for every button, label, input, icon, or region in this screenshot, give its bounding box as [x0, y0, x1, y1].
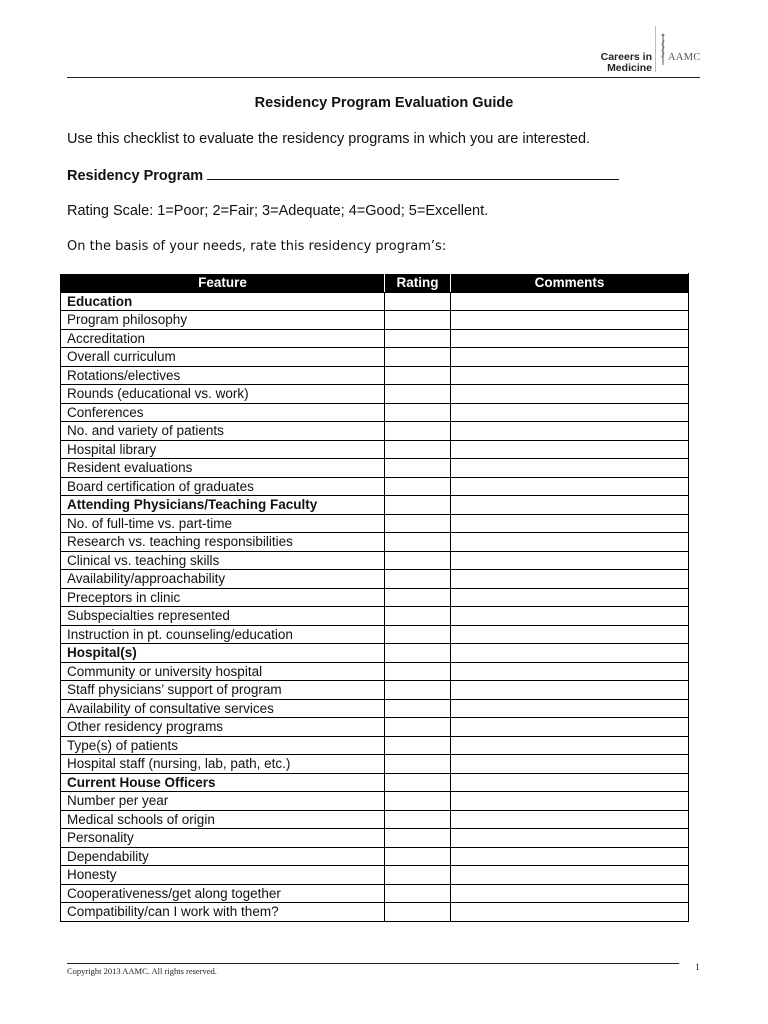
rating-cell[interactable] [385, 607, 451, 626]
table-row [61, 403, 689, 422]
table-row [61, 551, 689, 570]
feature-label: Dependability [61, 847, 385, 866]
section-heading-row [61, 496, 689, 515]
feature-label: Personality [61, 829, 385, 848]
comments-cell[interactable] [451, 440, 689, 459]
basis-text: On the basis of your needs, rate this residency program’s: [67, 239, 447, 254]
footer-rule [67, 963, 679, 964]
feature-label: Availability of consultative services [61, 699, 385, 718]
comments-cell[interactable] [451, 348, 689, 367]
rating-cell[interactable] [385, 755, 451, 774]
rating-cell[interactable] [385, 644, 451, 663]
rating-cell[interactable] [385, 829, 451, 848]
feature-label: Conferences [61, 403, 385, 422]
table-row [61, 681, 689, 700]
comments-cell[interactable] [451, 588, 689, 607]
feature-label: No. of full-time vs. part-time [61, 514, 385, 533]
rating-cell[interactable] [385, 329, 451, 348]
table-row [61, 699, 689, 718]
table-body [61, 292, 689, 921]
comments-cell[interactable] [451, 292, 689, 311]
header-rating: Rating [385, 274, 451, 293]
comments-cell[interactable] [451, 755, 689, 774]
rating-cell[interactable] [385, 810, 451, 829]
comments-cell[interactable] [451, 329, 689, 348]
rating-cell[interactable] [385, 662, 451, 681]
header-feature: Feature [61, 274, 385, 293]
intro-text: Use this checklist to evaluate the residency programs in which you are interested. [67, 131, 591, 147]
feature-label: Instruction in pt. counseling/education [61, 625, 385, 644]
table-row [61, 847, 689, 866]
feature-label: Community or university hospital [61, 662, 385, 681]
header-rule [67, 77, 700, 78]
comments-cell[interactable] [451, 311, 689, 330]
feature-label: Research vs. teaching responsibilities [61, 533, 385, 552]
feature-label: Compatibility/can I work with them? [61, 903, 385, 922]
rating-cell[interactable] [385, 366, 451, 385]
section-heading: Current House Officers [61, 773, 385, 792]
table-row [61, 625, 689, 644]
comments-cell[interactable] [451, 662, 689, 681]
table-row [61, 588, 689, 607]
comments-cell[interactable] [451, 366, 689, 385]
table-row [61, 385, 689, 404]
feature-label: Other residency programs [61, 718, 385, 737]
rating-cell[interactable] [385, 533, 451, 552]
comments-cell[interactable] [451, 866, 689, 885]
header-comments: Comments [451, 274, 689, 293]
feature-label: Cooperativeness/get along together [61, 884, 385, 903]
comments-cell[interactable] [451, 607, 689, 626]
feature-label: Number per year [61, 792, 385, 811]
rating-cell[interactable] [385, 459, 451, 478]
rating-cell[interactable] [385, 477, 451, 496]
rating-cell[interactable] [385, 866, 451, 885]
section-heading: Hospital(s) [61, 644, 385, 663]
rating-cell[interactable] [385, 884, 451, 903]
rating-cell[interactable] [385, 570, 451, 589]
comments-cell[interactable] [451, 570, 689, 589]
feature-label: Accreditation [61, 329, 385, 348]
comments-cell[interactable] [451, 699, 689, 718]
table-row [61, 755, 689, 774]
feature-label: No. and variety of patients [61, 422, 385, 441]
table-row [61, 903, 689, 922]
table-row [61, 459, 689, 478]
logo-line-1: Careers in [600, 51, 652, 63]
table-row [61, 422, 689, 441]
comments-cell[interactable] [451, 810, 689, 829]
comments-cell[interactable] [451, 884, 689, 903]
feature-label: Program philosophy [61, 311, 385, 330]
feature-label: Medical schools of origin [61, 810, 385, 829]
rating-cell[interactable] [385, 792, 451, 811]
table-header-row [61, 274, 689, 293]
rating-cell[interactable] [385, 403, 451, 422]
rating-cell[interactable] [385, 625, 451, 644]
table-row [61, 810, 689, 829]
comments-cell[interactable] [451, 422, 689, 441]
feature-label: Hospital library [61, 440, 385, 459]
rating-cell[interactable] [385, 422, 451, 441]
rating-scale-text: Rating Scale: 1=Poor; 2=Fair; 3=Adequate; 4=Good; 5=Excellent. [67, 203, 489, 219]
rating-cell[interactable] [385, 311, 451, 330]
page-title: Residency Program Evaluation Guide [254, 95, 514, 111]
comments-cell[interactable] [451, 903, 689, 922]
caduceus-icon [659, 32, 667, 66]
table-row [61, 329, 689, 348]
comments-cell[interactable] [451, 477, 689, 496]
logo-line-2: Medicine [607, 62, 652, 74]
table-row [61, 829, 689, 848]
comments-cell[interactable] [451, 551, 689, 570]
section-heading: Education [61, 292, 385, 311]
page-number: 1 [695, 963, 700, 973]
logo-aamc: AAMC [668, 52, 701, 63]
rating-cell[interactable] [385, 514, 451, 533]
comments-cell[interactable] [451, 385, 689, 404]
section-heading-row [61, 773, 689, 792]
feature-label: Rounds (educational vs. work) [61, 385, 385, 404]
rating-cell[interactable] [385, 292, 451, 311]
comments-cell[interactable] [451, 829, 689, 848]
section-heading-row [61, 292, 689, 311]
rating-cell[interactable] [385, 385, 451, 404]
feature-label: Overall curriculum [61, 348, 385, 367]
table-row [61, 533, 689, 552]
comments-cell[interactable] [451, 847, 689, 866]
table-row [61, 884, 689, 903]
comments-cell[interactable] [451, 718, 689, 737]
table-row [61, 366, 689, 385]
residency-program-field[interactable] [67, 167, 619, 184]
section-heading-row [61, 644, 689, 663]
rating-cell[interactable] [385, 736, 451, 755]
comments-cell[interactable] [451, 496, 689, 515]
table-row [61, 736, 689, 755]
rating-cell[interactable] [385, 773, 451, 792]
rating-cell[interactable] [385, 681, 451, 700]
table-row [61, 662, 689, 681]
feature-label: Hospital staff (nursing, lab, path, etc.) [61, 755, 385, 774]
table-row [61, 311, 689, 330]
comments-cell[interactable] [451, 681, 689, 700]
rating-cell[interactable] [385, 699, 451, 718]
copyright-text: Copyright 2013 AAMC. All rights reserved. [67, 966, 217, 976]
logo-divider [655, 26, 656, 72]
feature-label: Clinical vs. teaching skills [61, 551, 385, 570]
comments-cell[interactable] [451, 625, 689, 644]
careers-in-medicine-logo [590, 26, 702, 72]
table-row [61, 718, 689, 737]
comments-cell[interactable] [451, 736, 689, 755]
comments-cell[interactable] [451, 403, 689, 422]
rating-cell[interactable] [385, 348, 451, 367]
rating-cell[interactable] [385, 440, 451, 459]
feature-label: Staff physicians’ support of program [61, 681, 385, 700]
comments-cell[interactable] [451, 792, 689, 811]
table-row [61, 792, 689, 811]
section-heading: Attending Physicians/Teaching Faculty [61, 496, 385, 515]
evaluation-table [60, 273, 689, 922]
feature-label: Rotations/electives [61, 366, 385, 385]
table-row [61, 607, 689, 626]
feature-label: Type(s) of patients [61, 736, 385, 755]
table-row [61, 477, 689, 496]
residency-program-blank[interactable] [207, 167, 619, 180]
rating-cell[interactable] [385, 718, 451, 737]
residency-program-label: Residency Program [67, 168, 204, 184]
feature-label: Preceptors in clinic [61, 588, 385, 607]
feature-label: Board certification of graduates [61, 477, 385, 496]
table-row [61, 348, 689, 367]
rating-cell[interactable] [385, 903, 451, 922]
comments-cell[interactable] [451, 773, 689, 792]
comments-cell[interactable] [451, 514, 689, 533]
rating-cell[interactable] [385, 847, 451, 866]
table-row [61, 514, 689, 533]
rating-cell[interactable] [385, 588, 451, 607]
comments-cell[interactable] [451, 533, 689, 552]
comments-cell[interactable] [451, 644, 689, 663]
logo-wordmark [590, 52, 652, 74]
feature-label: Resident evaluations [61, 459, 385, 478]
comments-cell[interactable] [451, 459, 689, 478]
feature-label: Subspecialties represented [61, 607, 385, 626]
rating-cell[interactable] [385, 496, 451, 515]
feature-label: Honesty [61, 866, 385, 885]
table-row [61, 866, 689, 885]
table-row [61, 440, 689, 459]
table-row [61, 570, 689, 589]
rating-cell[interactable] [385, 551, 451, 570]
feature-label: Availability/approachability [61, 570, 385, 589]
